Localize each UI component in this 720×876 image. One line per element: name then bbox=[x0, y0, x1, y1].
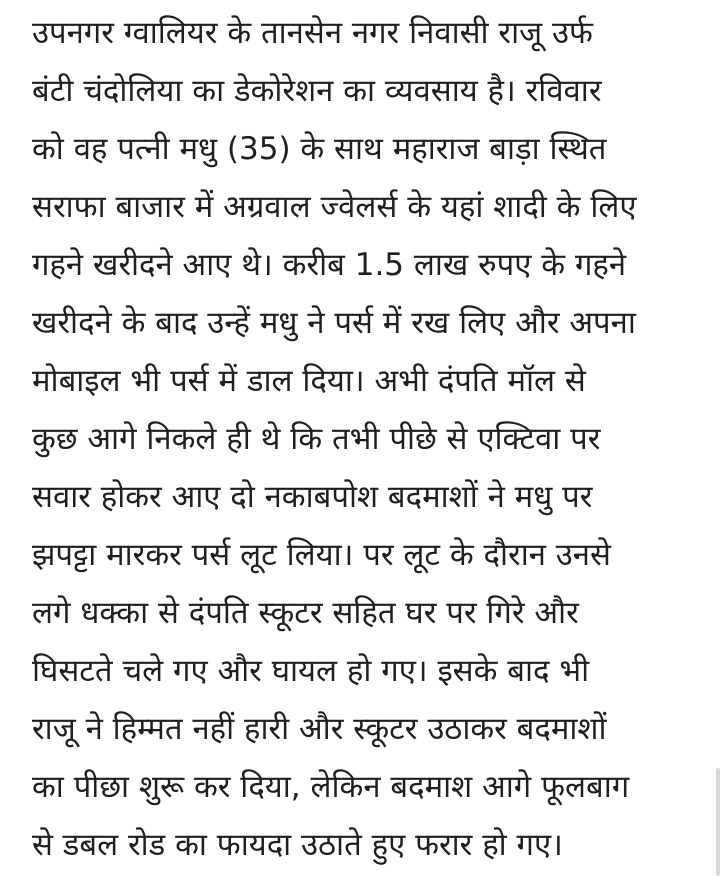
article-line: लगे धक्का से दंपति स्कूटर सहित घर पर गिरे और bbox=[32, 595, 579, 631]
article-line: झपट्टा मारकर पर्स लूट लिया। पर लूट के दौरान उनसे bbox=[32, 537, 611, 573]
scrollbar-thumb[interactable] bbox=[716, 768, 720, 876]
article-line: सवार होकर आए दो नकाबपोश बदमाशों ने मधु पर bbox=[32, 479, 593, 515]
article-line: राजू ने हिम्मत नहीं हारी और स्कूटर उठाकर बदमाशों bbox=[32, 711, 607, 747]
article-line: से डबल रोड का फायदा उठाते हुए फरार हो गए। bbox=[32, 827, 563, 863]
article-line: का पीछा शुरू कर दिया, लेकिन बदमाश आगे फूलबाग bbox=[32, 769, 630, 805]
article-line: गहने खरीदने आए थे। करीब 1.5 लाख रुपए के गहने bbox=[32, 247, 627, 283]
article-line: कुछ आगे निकले ही थे कि तभी पीछे से एक्टिवा पर bbox=[32, 421, 601, 457]
article-line: को वह पत्नी मधु (35) के साथ महाराज बाड़ा स्थित bbox=[32, 131, 607, 167]
article-line: उपनगर ग्वालियर के तानसेन नगर निवासी राजू उर्फ bbox=[32, 15, 593, 51]
article-body bbox=[32, 4, 712, 874]
article-line: मोबाइल भी पर्स में डाल दिया। अभी दंपति मॉल से bbox=[32, 363, 586, 399]
article-line: सराफा बाजार में अग्रवाल ज्वेलर्स के यहां शादी के लिए bbox=[32, 189, 637, 225]
article-line: घिसटते चले गए और घायल हो गए। इसके बाद भी bbox=[32, 653, 590, 689]
article-line: बंटी चंदोलिया का डेकोरेशन का व्यवसाय है। रविवार bbox=[32, 73, 602, 109]
article-line: खरीदने के बाद उन्हें मधु ने पर्स में रख लिए और अपना bbox=[32, 305, 636, 341]
